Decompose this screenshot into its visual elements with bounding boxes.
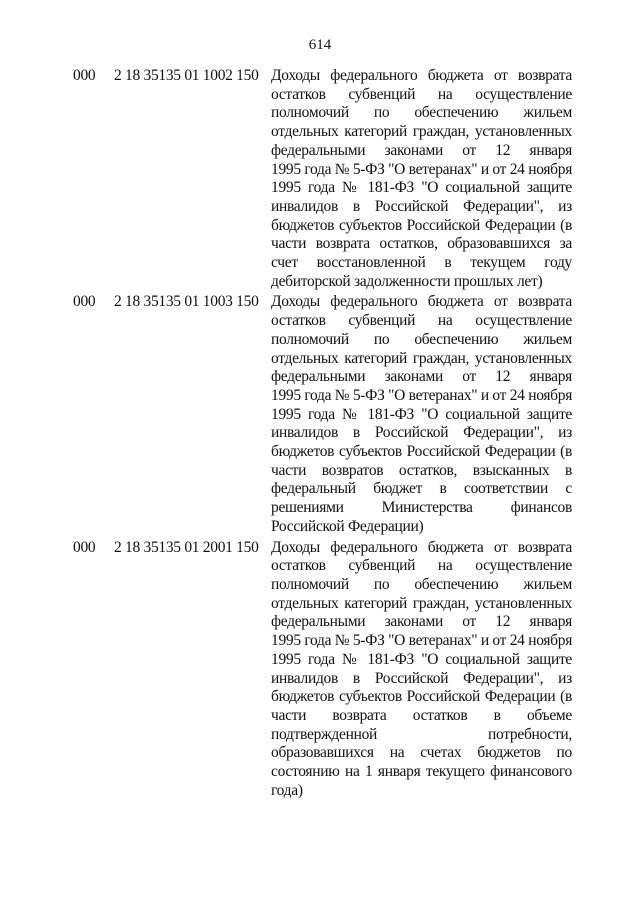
description-line: Доходы федерального бюджета от возврата <box>271 538 572 556</box>
admin-code: 000 <box>73 293 96 311</box>
description-line: отдельных категорий граждан, установленных <box>271 594 572 612</box>
description-line: полномочий по обеспечению жильем <box>271 330 572 348</box>
description-line: федеральный бюджет в соответствии с <box>271 480 572 498</box>
description-line: федеральными законами от 12 января <box>271 141 572 159</box>
description-line: части возврата остатков, образовавшихся за <box>271 235 572 253</box>
description-line: инвалидов в Российской Федерации", из <box>271 424 572 442</box>
description-line: федеральными законами от 12 января <box>271 613 572 631</box>
budget-entry <box>0 67 640 291</box>
description-line: части возврата остатков в объеме <box>271 706 572 724</box>
description-line: отдельных категорий граждан, установленных <box>271 349 572 367</box>
description-line: Доходы федерального бюджета от возврата <box>271 293 572 311</box>
description-line: 1995 года № 181-ФЗ "О социальной защите <box>271 179 572 197</box>
description-line: 1995 года № 181-ФЗ "О социальной защите <box>271 405 572 423</box>
description-line: 1995 года № 5-ФЗ "О ветеранах" и от 24 ноября <box>271 160 573 178</box>
description-line: решениями Министерства финансов <box>271 499 572 517</box>
description-line: 1995 года № 5-ФЗ "О ветеранах" и от 24 ноября <box>271 632 573 650</box>
entry-description <box>271 293 572 536</box>
page-number: 614 <box>308 37 332 53</box>
description-line: состоянию на 1 января текущего финансового <box>271 763 572 781</box>
description-line: остатков субвенций на осуществление <box>271 312 572 330</box>
description-line: 1995 года № 5-ФЗ "О ветеранах" и от 24 ноября <box>271 386 573 404</box>
description-line: федеральными законами от 12 января <box>271 368 572 386</box>
budget-entry <box>0 539 640 801</box>
income-code: 2 18 35135 01 2001 150 <box>114 538 259 556</box>
description-line: образовавшихся на счетах бюджетов по <box>271 744 572 762</box>
description-line: Доходы федерального бюджета от возврата <box>271 67 572 84</box>
entry-description <box>271 539 572 801</box>
budget-entries-list <box>0 67 640 802</box>
description-line: инвалидов в Российской Федерации", из <box>271 197 572 215</box>
income-code: 2 18 35135 01 1003 150 <box>114 293 259 311</box>
description-line: части возвратов остатков, взысканных в <box>271 461 572 479</box>
description-line: Российской Федерации) <box>271 517 424 535</box>
description-line: 1995 года № 181-ФЗ "О социальной защите <box>271 650 572 668</box>
description-line: бюджетов субъектов Российской Федерации (в <box>271 216 572 234</box>
description-line: бюджетов субъектов Российской Федерации (в <box>271 443 572 461</box>
description-line: счет восстановленной в текущем году <box>271 254 572 272</box>
description-line: отдельных категорий граждан, установленных <box>271 123 572 141</box>
income-code: 2 18 35135 01 1002 150 <box>114 67 259 84</box>
description-line: полномочий по обеспечению жильем <box>271 104 572 122</box>
description-line: года) <box>271 781 303 799</box>
description-line: инвалидов в Российской Федерации", из <box>271 669 572 687</box>
entry-description <box>271 67 572 291</box>
description-line: полномочий по обеспечению жильем <box>271 575 572 593</box>
admin-code: 000 <box>73 538 96 556</box>
description-line: подтвержденной потребности, <box>271 725 572 743</box>
description-line: бюджетов субъектов Российской Федерации (в <box>271 688 572 706</box>
description-line: остатков субвенций на осуществление <box>271 557 572 575</box>
description-line: остатков субвенций на осуществление <box>271 85 572 103</box>
admin-code: 000 <box>73 67 96 84</box>
description-line: дебиторской задолженности прошлых лет) <box>271 272 543 290</box>
budget-entry <box>0 293 640 536</box>
